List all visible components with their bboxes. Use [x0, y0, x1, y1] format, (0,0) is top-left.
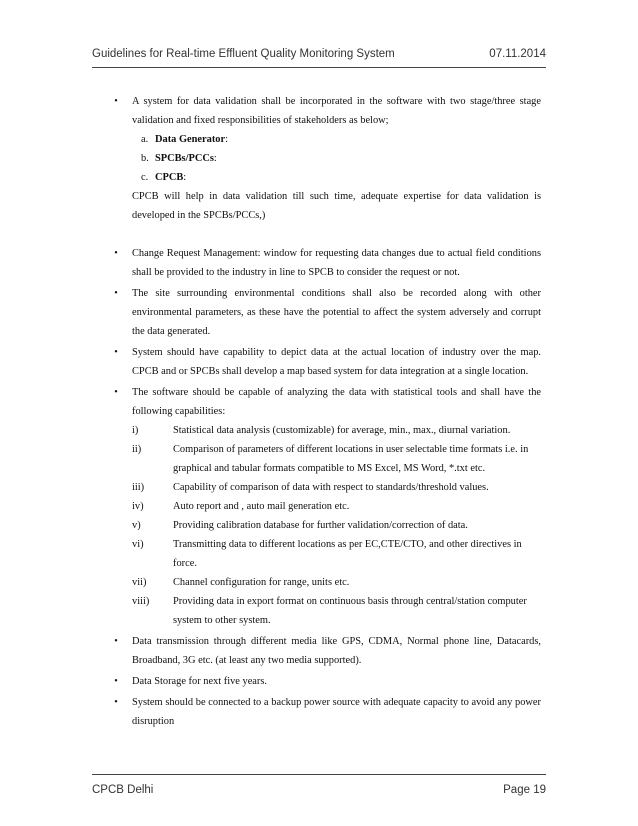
capability-text: Providing data in export format on continuous basis through central/station computer system to other system. — [173, 596, 527, 626]
bullet-text: System should have capability to depict data at the actual location of industry over the map. CPCB and or SPCBs shall develop a map based system for data integration at a single location. — [132, 347, 541, 377]
bullet-software-capabilities — [111, 383, 541, 421]
capability-item — [132, 478, 541, 497]
bullet-icon: • — [114, 288, 118, 299]
bullet-icon: • — [114, 248, 118, 259]
bullet-backup-power — [111, 693, 541, 731]
capability-item — [132, 516, 541, 535]
sub-item-marker: b. — [141, 153, 149, 164]
bullet-site-conditions — [111, 284, 541, 341]
sub-item-marker: c. — [141, 172, 149, 183]
capability-text: Channel configuration for range, units etc. — [173, 577, 350, 588]
bullet-icon: • — [114, 96, 118, 107]
capability-text: Providing calibration database for further validation/correction of data. — [173, 520, 468, 531]
footer-rule — [92, 774, 546, 775]
page-footer — [92, 774, 546, 804]
capability-text: Statistical data analysis (customizable) for average, min., max., diurnal variation. — [173, 425, 511, 436]
bullet-icon: • — [114, 347, 118, 358]
bullet-icon: • — [114, 697, 118, 708]
capability-item — [132, 535, 541, 573]
bullet-icon: • — [114, 636, 118, 647]
sub-item-b — [132, 149, 541, 168]
footer-organization: CPCB Delhi — [92, 784, 154, 796]
capability-item — [132, 440, 541, 478]
bullet-icon: • — [114, 387, 118, 398]
bullet-data-transmission — [111, 632, 541, 670]
bullet-icon: • — [114, 676, 118, 687]
capability-marker: ii) — [132, 444, 142, 455]
capability-marker: i) — [132, 425, 139, 436]
validation-note: CPCB will help in data validation till such time, adequate expertise for data validation is developed in the SPCBs/PCCs,) — [132, 191, 541, 221]
capability-marker: v) — [132, 520, 141, 531]
capability-item — [132, 421, 541, 440]
sub-item-suffix: : — [213, 153, 217, 164]
capability-marker: iv) — [132, 501, 144, 512]
capability-text: Transmitting data to different locations as per EC,CTE/CTO, and other directives in force. — [173, 539, 522, 569]
bullet-data-storage — [111, 672, 541, 691]
capability-text: Auto report and , auto mail generation etc. — [173, 501, 350, 512]
bullet-data-validation — [111, 92, 541, 130]
bullet-text: A system for data validation shall be incorporated in the software with two stage/three stage validation and fixed responsibilities of stakeholders as below; — [132, 96, 541, 126]
capability-item — [132, 497, 541, 516]
page-body — [111, 92, 541, 731]
sub-item-label: CPCB — [155, 172, 184, 183]
header-title: Guidelines for Real-time Effluent Quality Monitoring System — [92, 48, 395, 60]
sub-item-label: SPCBs/PCCs — [155, 153, 214, 164]
sub-item-c — [132, 168, 541, 187]
capability-item — [132, 592, 541, 630]
bullet-text: System should be connected to a backup power source with adequate capacity to avoid any power disruption — [132, 697, 541, 727]
bullet-text: Data Storage for next five years. — [132, 676, 268, 687]
sub-item-label: Data Generator — [155, 134, 226, 145]
header-rule — [92, 67, 546, 68]
page-header — [92, 44, 546, 68]
capability-text: Capability of comparison of data with respect to standards/threshold values. — [173, 482, 489, 493]
sub-item-suffix: : — [225, 134, 229, 145]
sub-item-a — [132, 130, 541, 149]
bullet-text: Change Request Management: window for requesting data changes due to actual field conditions shall be provided to the industry in line to SPCB to consider the request or not. — [132, 248, 541, 278]
capability-item — [132, 573, 541, 592]
sub-item-suffix: : — [183, 172, 187, 183]
page-number: Page 19 — [503, 784, 546, 796]
capability-marker: iii) — [132, 482, 145, 493]
bullet-change-request — [111, 244, 541, 282]
capability-marker: vii) — [132, 577, 147, 588]
capability-marker: viii) — [132, 596, 150, 607]
bullet-text: The site surrounding environmental conditions shall also be recorded along with other environmental parameters, as these have the potential to affect the system adversely and corrupt the data generated. — [132, 288, 541, 337]
bullet-text: Data transmission through different media like GPS, CDMA, Normal phone line, Datacards, Broadband, 3G etc. (at least any two media supported). — [132, 636, 541, 666]
sub-item-marker: a. — [141, 134, 149, 145]
capability-marker: vi) — [132, 539, 144, 550]
sub-list — [111, 130, 541, 225]
capabilities-list — [111, 421, 541, 630]
capability-text: Comparison of parameters of different locations in user selectable time formats i.e. in graphical and tabular formats compatible to MS Excel, MS Word, *.txt etc. — [173, 444, 529, 474]
header-date: 07.11.2014 — [489, 48, 546, 60]
bullet-map-system — [111, 343, 541, 381]
bullet-text: The software should be capable of analyzing the data with statistical tools and shall have the following capabilities: — [132, 387, 541, 417]
